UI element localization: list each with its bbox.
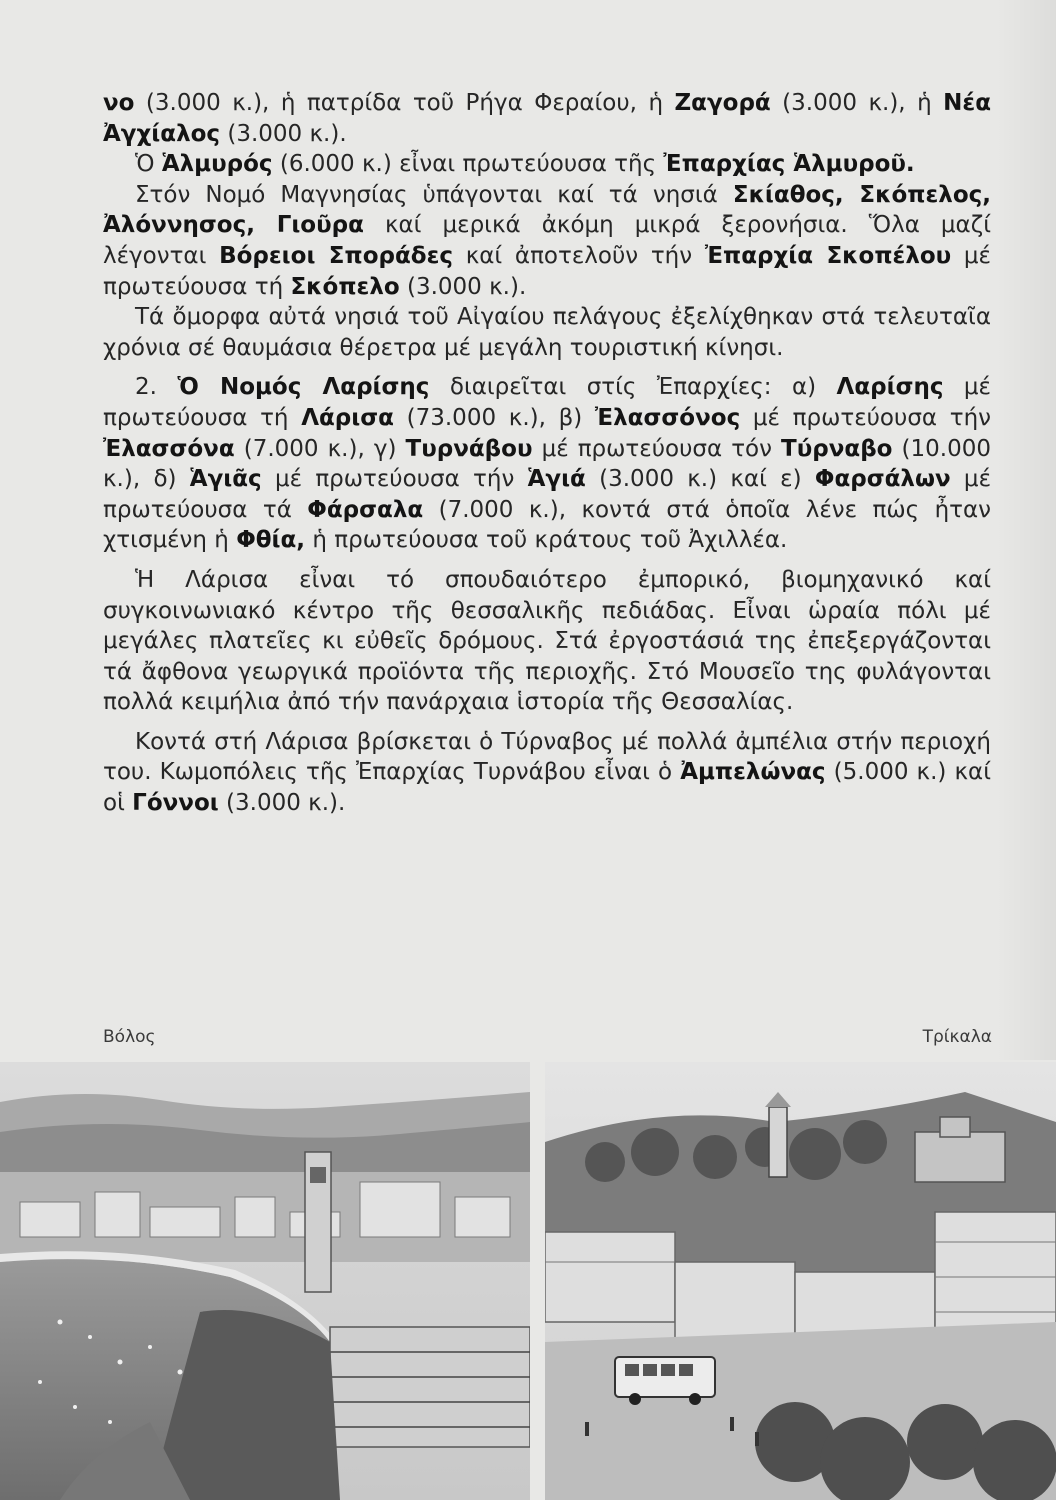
text-run: Τά ὄμορφα αὐτά νησιά τοῦ Αἰγαίου πελάγους ἐξελίχθηκαν στά τελευταῖα χρόνια σέ θαυμάσια θέρετρα μέ μεγάλη τουριστική κίνησι. — [103, 304, 991, 361]
bold-term: Ὁ Νομός Λαρίσης — [177, 374, 430, 401]
text-run: (5.000 κ.) καί οἱ — [103, 759, 991, 817]
text-run: διαιρεῖται στίς Ἐπαρχίες: α) — [429, 374, 837, 401]
bold-term: Ἁγιᾶς — [189, 466, 262, 493]
photo-trikala — [545, 1062, 1056, 1500]
bold-term: Νέα Ἀγχίαλος — [103, 90, 991, 147]
text-run: (10.000 κ.), δ) — [103, 435, 991, 493]
bold-term: Σκόπελο — [290, 273, 400, 300]
text-run: Ἡ Λάρισα εἶναι τό σπουδαιότερο ἐμπορικό, βιομηχανικό καί συγκοινωνιακό κέντρο τῆς θεσσαλικῆς πεδιάδας. Εἶναι ὡραία πόλι μέ μεγάλες πλατεῖες κι εὐθεῖς δρόμους. Στά ἐργοστάσιά της ἐπεξεργάζονται τά ἄφθονα γεωργικά προϊόντα τῆς περιοχῆς. Στό Μουσεῖο της φυλάγονται πολλά κειμήλια ἀπό τήν πανάρχαια ἱστορία τῆς Θεσσαλίας. — [103, 566, 991, 716]
text-run: μέ πρωτεύουσα τά — [103, 466, 992, 523]
paragraph — [103, 727, 991, 819]
paragraph — [103, 88, 991, 149]
bold-term: Σκίαθος, Σκόπελος, Ἀλόννησος, Γιοῦρα — [103, 181, 991, 239]
bold-term: Ἐπαρχία Σκοπέλου — [704, 242, 952, 269]
text-run: 2. — [135, 374, 178, 401]
bold-term: Ἀμπελώνας — [680, 759, 826, 786]
bold-term: Ζαγορά — [674, 90, 771, 116]
text-run: (3.000 κ.), ἡ — [770, 90, 944, 116]
text-run: (7.000 κ.), γ) — [234, 435, 406, 462]
bold-term: Ἁλμυρός — [161, 151, 273, 178]
text-run: (3.000 κ.) καί ε) — [585, 466, 815, 493]
text-run: Στόν Νομό Μαγνησίας ὑπάγονται καί τά νησιά — [135, 181, 733, 208]
photo-volos — [0, 1062, 530, 1500]
paragraph — [103, 372, 991, 556]
text-run: Κοντά στή Λάρισα βρίσκεται ὁ Τύρναβος μέ πολλά ἀμπέλια στήν περιοχή του. Κωμοπόλεις τῆς Ἐπαρχίας Τυρνάβου εἶναι ὁ — [103, 728, 991, 786]
paragraph — [103, 180, 991, 302]
bold-term: Λαρίσης — [836, 374, 944, 401]
text-run: ἡ πρωτεύουσα τοῦ κράτους τοῦ Ἀχιλλέα. — [305, 527, 788, 554]
text-run: μέ πρωτεύουσα τή — [103, 242, 991, 300]
bold-term: Φάρσαλα — [307, 496, 424, 523]
bold-term: Γόννοι — [132, 790, 219, 817]
page-gutter-shade — [996, 0, 1056, 1060]
text-run: (7.000 κ.), κοντά στά ὁποῖα λένε πώς ἦταν χτισμένη ἡ — [103, 496, 991, 554]
bold-term: Φθία, — [236, 527, 306, 554]
text-run: (3.000 κ.). — [218, 790, 346, 817]
text-run: καί μερικά ἀκόμη μικρά ξερονήσια. Ὅλα μαζί λέγονται — [103, 212, 992, 269]
text-run: (3.000 κ.), ἡ πατρίδα τοῦ Ρήγα Φεραίου, ἡ — [134, 90, 675, 116]
paragraph — [103, 302, 991, 363]
text-run: (3.000 κ.). — [399, 273, 527, 300]
bold-term: Τύρναβο — [781, 435, 893, 462]
bold-term: Ἐλασσόνος — [594, 404, 741, 431]
bold-term: Τυρνάβου — [405, 435, 533, 462]
paragraph — [103, 565, 991, 718]
paragraph — [103, 149, 991, 180]
trikala-square-image — [545, 1062, 1056, 1500]
body-text — [103, 88, 991, 819]
text-run: μέ πρωτεύουσα τήν — [740, 404, 992, 431]
bold-term: Ἐπαρχίας Ἁλμυροῦ. — [663, 151, 915, 178]
bold-term: νο — [103, 90, 135, 116]
bold-term: Ἁγιά — [527, 466, 586, 493]
bold-term: Βόρειοι Σποράδες — [219, 242, 454, 269]
text-run: (6.000 κ.) εἶναι πρωτεύουσα τῆς — [272, 151, 664, 178]
caption-volos: Βόλος — [103, 1027, 156, 1047]
volos-harbor-image — [0, 1062, 530, 1500]
text-run: μέ πρωτεύουσα τή — [103, 374, 991, 431]
text-run: μέ πρωτεύουσα τόν — [532, 435, 782, 462]
bold-term: Ἐλασσόνα — [103, 435, 235, 462]
text-run: Ὁ — [135, 151, 162, 178]
bold-term: Φαρσάλων — [814, 466, 951, 493]
caption-trikala: Τρίκαλα — [922, 1027, 992, 1047]
text-run: (3.000 κ.). — [220, 120, 347, 147]
bold-term: Λάρισα — [301, 404, 394, 431]
text-run: μέ πρωτεύουσα τήν — [261, 466, 528, 493]
text-run: καί ἀποτελοῦν τήν — [453, 242, 705, 269]
text-run: (73.000 κ.), β) — [393, 404, 595, 431]
